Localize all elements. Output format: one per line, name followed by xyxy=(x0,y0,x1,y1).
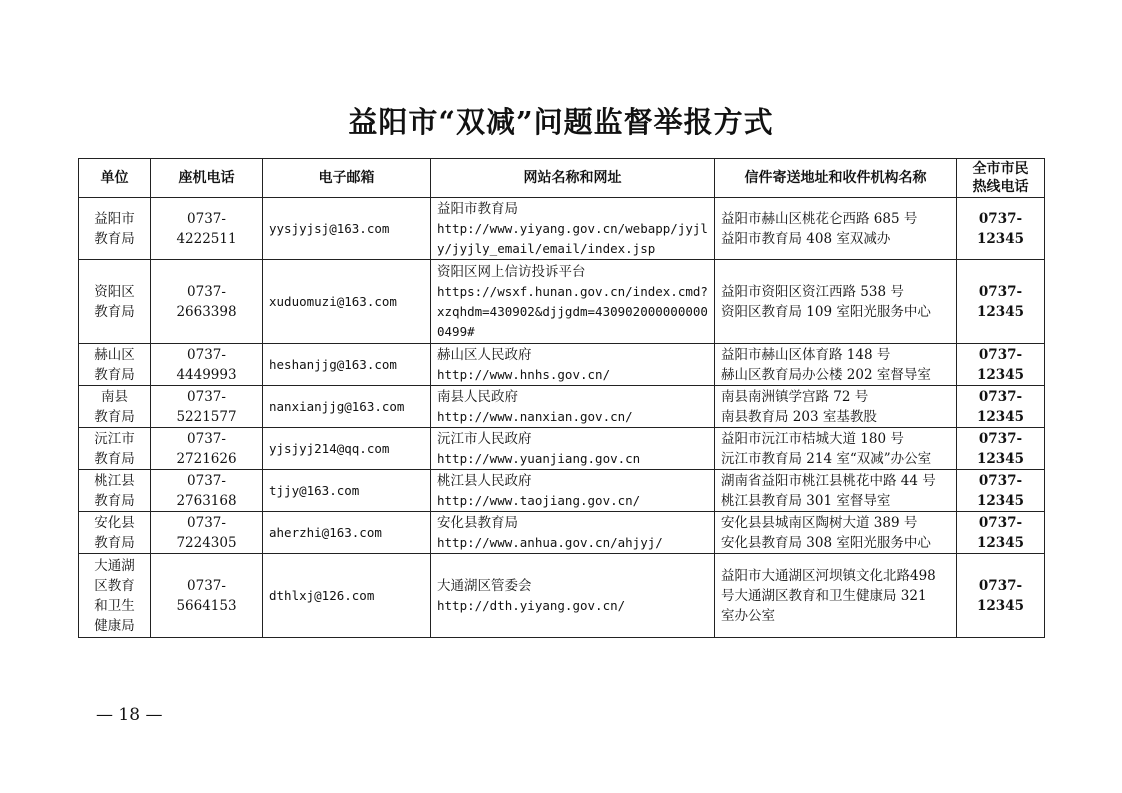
unit-line: 益阳市 xyxy=(94,210,135,227)
website-url-link[interactable]: https://wsxf.hunan.gov.cn/index.cmd?xzqhdm=430902&djjgdm=4309020000000000499# xyxy=(437,283,708,339)
unit-line: 教育局 xyxy=(94,408,135,425)
cell-phone: 0737-2763168 xyxy=(151,470,263,512)
table-row xyxy=(79,198,1045,260)
address-line: 湖南省益阳市桃江县桃花中路 44 号 xyxy=(721,472,936,489)
cell-email[interactable]: heshanjjg@163.com xyxy=(263,344,431,386)
unit-line: 资阳区 xyxy=(94,283,135,300)
address-line: 室办公室 xyxy=(721,607,775,624)
cell-unit xyxy=(79,428,151,470)
address-line: 安化县教育局 308 室阳光服务中心 xyxy=(721,534,931,551)
website-name: 大通湖区管委会 xyxy=(437,577,532,594)
cell-phone: 0737-5221577 xyxy=(151,386,263,428)
header-hotline-line1: 全市市民 xyxy=(972,161,1029,177)
address-line: 益阳市赫山区桃花仑西路 685 号 xyxy=(721,210,918,227)
website-url-link[interactable]: http://www.anhua.gov.cn/ahjyj/ xyxy=(437,534,663,550)
header-website: 网站名称和网址 xyxy=(431,159,715,198)
address-line: 益阳市教育局 408 室双减办 xyxy=(721,230,891,247)
cell-address xyxy=(715,428,957,470)
table-row xyxy=(79,554,1045,638)
website-name: 安化县教育局 xyxy=(437,514,518,531)
address-line: 益阳市大通湖区河坝镇文化北路498 xyxy=(721,567,936,584)
unit-line: 沅江市 xyxy=(94,430,135,447)
address-line: 益阳市沅江市桔城大道 180 号 xyxy=(721,430,904,447)
cell-address xyxy=(715,554,957,638)
cell-address xyxy=(715,386,957,428)
cell-phone: 0737-5664153 xyxy=(151,554,263,638)
cell-hotline: 0737-12345 xyxy=(957,428,1045,470)
unit-line: 健康局 xyxy=(94,617,135,634)
cell-hotline: 0737-12345 xyxy=(957,386,1045,428)
header-phone: 座机电话 xyxy=(151,159,263,198)
unit-line: 和卫生 xyxy=(94,597,135,614)
unit-line: 教育局 xyxy=(94,366,135,383)
website-name: 资阳区网上信访投诉平台 xyxy=(437,263,586,280)
cell-unit xyxy=(79,386,151,428)
cell-unit xyxy=(79,260,151,344)
cell-email[interactable]: yjsjyj214@qq.com xyxy=(263,428,431,470)
unit-line: 教育局 xyxy=(94,450,135,467)
header-email: 电子邮箱 xyxy=(263,159,431,198)
cell-phone: 0737-4449993 xyxy=(151,344,263,386)
address-line: 益阳市赫山区体育路 148 号 xyxy=(721,346,891,363)
table-row xyxy=(79,386,1045,428)
cell-unit xyxy=(79,344,151,386)
cell-hotline: 0737-12345 xyxy=(957,260,1045,344)
header-address: 信件寄送地址和收件机构名称 xyxy=(715,159,957,198)
website-name: 南县人民政府 xyxy=(437,388,518,405)
header-hotline-line2: 热线电话 xyxy=(972,179,1029,195)
unit-line: 安化县 xyxy=(94,514,135,531)
cell-website xyxy=(431,470,715,512)
cell-email[interactable]: aherzhi@163.com xyxy=(263,512,431,554)
cell-website xyxy=(431,386,715,428)
unit-line: 教育局 xyxy=(94,230,135,247)
cell-address xyxy=(715,344,957,386)
website-name: 益阳市教育局 xyxy=(437,200,518,217)
table-header-row xyxy=(79,159,1045,198)
address-line: 桃江县教育局 301 室督导室 xyxy=(721,492,891,509)
cell-email[interactable]: tjjy@163.com xyxy=(263,470,431,512)
unit-line: 教育局 xyxy=(94,303,135,320)
address-line: 益阳市资阳区资江西路 538 号 xyxy=(721,283,904,300)
unit-line: 赫山区 xyxy=(94,346,135,363)
cell-hotline: 0737-12345 xyxy=(957,554,1045,638)
header-hotline xyxy=(957,159,1045,198)
report-contact-table xyxy=(78,158,1045,638)
cell-unit xyxy=(79,198,151,260)
unit-line: 南县 xyxy=(101,388,128,405)
cell-email[interactable]: nanxianjjg@163.com xyxy=(263,386,431,428)
cell-address xyxy=(715,260,957,344)
cell-phone: 0737-7224305 xyxy=(151,512,263,554)
address-line: 安化县县城南区陶树大道 389 号 xyxy=(721,514,918,531)
website-url-link[interactable]: http://www.yuanjiang.gov.cn xyxy=(437,450,641,466)
cell-address xyxy=(715,470,957,512)
cell-hotline: 0737-12345 xyxy=(957,198,1045,260)
unit-line: 桃江县 xyxy=(94,472,135,489)
cell-email[interactable]: yysjyjsj@163.com xyxy=(263,198,431,260)
cell-unit xyxy=(79,554,151,638)
cell-unit xyxy=(79,470,151,512)
cell-hotline: 0737-12345 xyxy=(957,470,1045,512)
website-url-link[interactable]: http://www.hnhs.gov.cn/ xyxy=(437,366,611,382)
cell-hotline: 0737-12345 xyxy=(957,344,1045,386)
address-line: 号大通湖区教育和卫生健康局 321 xyxy=(721,587,927,604)
website-url-link[interactable]: http://www.yiyang.gov.cn/webapp/jyjly/jyjly_email/email/index.jsp xyxy=(437,220,708,256)
unit-line: 大通湖 xyxy=(94,557,135,574)
address-line: 资阳区教育局 109 室阳光服务中心 xyxy=(721,303,931,320)
table-row xyxy=(79,344,1045,386)
cell-phone: 0737-4222511 xyxy=(151,198,263,260)
cell-address xyxy=(715,512,957,554)
cell-website xyxy=(431,198,715,260)
address-line: 赫山区教育局办公楼 202 室督导室 xyxy=(721,366,931,383)
cell-address xyxy=(715,198,957,260)
table-row xyxy=(79,470,1045,512)
website-url-link[interactable]: http://dth.yiyang.gov.cn/ xyxy=(437,597,626,613)
cell-hotline: 0737-12345 xyxy=(957,512,1045,554)
address-line: 南县教育局 203 室基教股 xyxy=(721,408,877,425)
header-unit: 单位 xyxy=(79,159,151,198)
cell-unit xyxy=(79,512,151,554)
website-url-link[interactable]: http://www.taojiang.gov.cn/ xyxy=(437,492,641,508)
address-line: 南县南洲镇学宫路 72 号 xyxy=(721,388,869,405)
unit-line: 教育局 xyxy=(94,492,135,509)
page-number: — 18 — xyxy=(96,705,163,725)
cell-phone: 0737-2663398 xyxy=(151,260,263,344)
unit-line: 教育局 xyxy=(94,534,135,551)
cell-website xyxy=(431,260,715,344)
cell-email[interactable]: xuduomuzi@163.com xyxy=(263,260,431,344)
cell-website xyxy=(431,554,715,638)
table-row xyxy=(79,428,1045,470)
cell-website xyxy=(431,428,715,470)
cell-phone: 0737-2721626 xyxy=(151,428,263,470)
table-row xyxy=(79,512,1045,554)
page-title: 益阳市“双减”问题监督举报方式 xyxy=(348,105,774,139)
website-name: 赫山区人民政府 xyxy=(437,346,532,363)
website-url-link[interactable]: http://www.nanxian.gov.cn/ xyxy=(437,408,633,424)
website-name: 桃江县人民政府 xyxy=(437,472,532,489)
table-row xyxy=(79,260,1045,344)
cell-website xyxy=(431,512,715,554)
cell-website xyxy=(431,344,715,386)
address-line: 沅江市教育局 214 室“双减”办公室 xyxy=(721,450,932,467)
unit-line: 区教育 xyxy=(94,577,135,594)
website-name: 沅江市人民政府 xyxy=(437,430,532,447)
cell-email[interactable]: dthlxj@126.com xyxy=(263,554,431,638)
